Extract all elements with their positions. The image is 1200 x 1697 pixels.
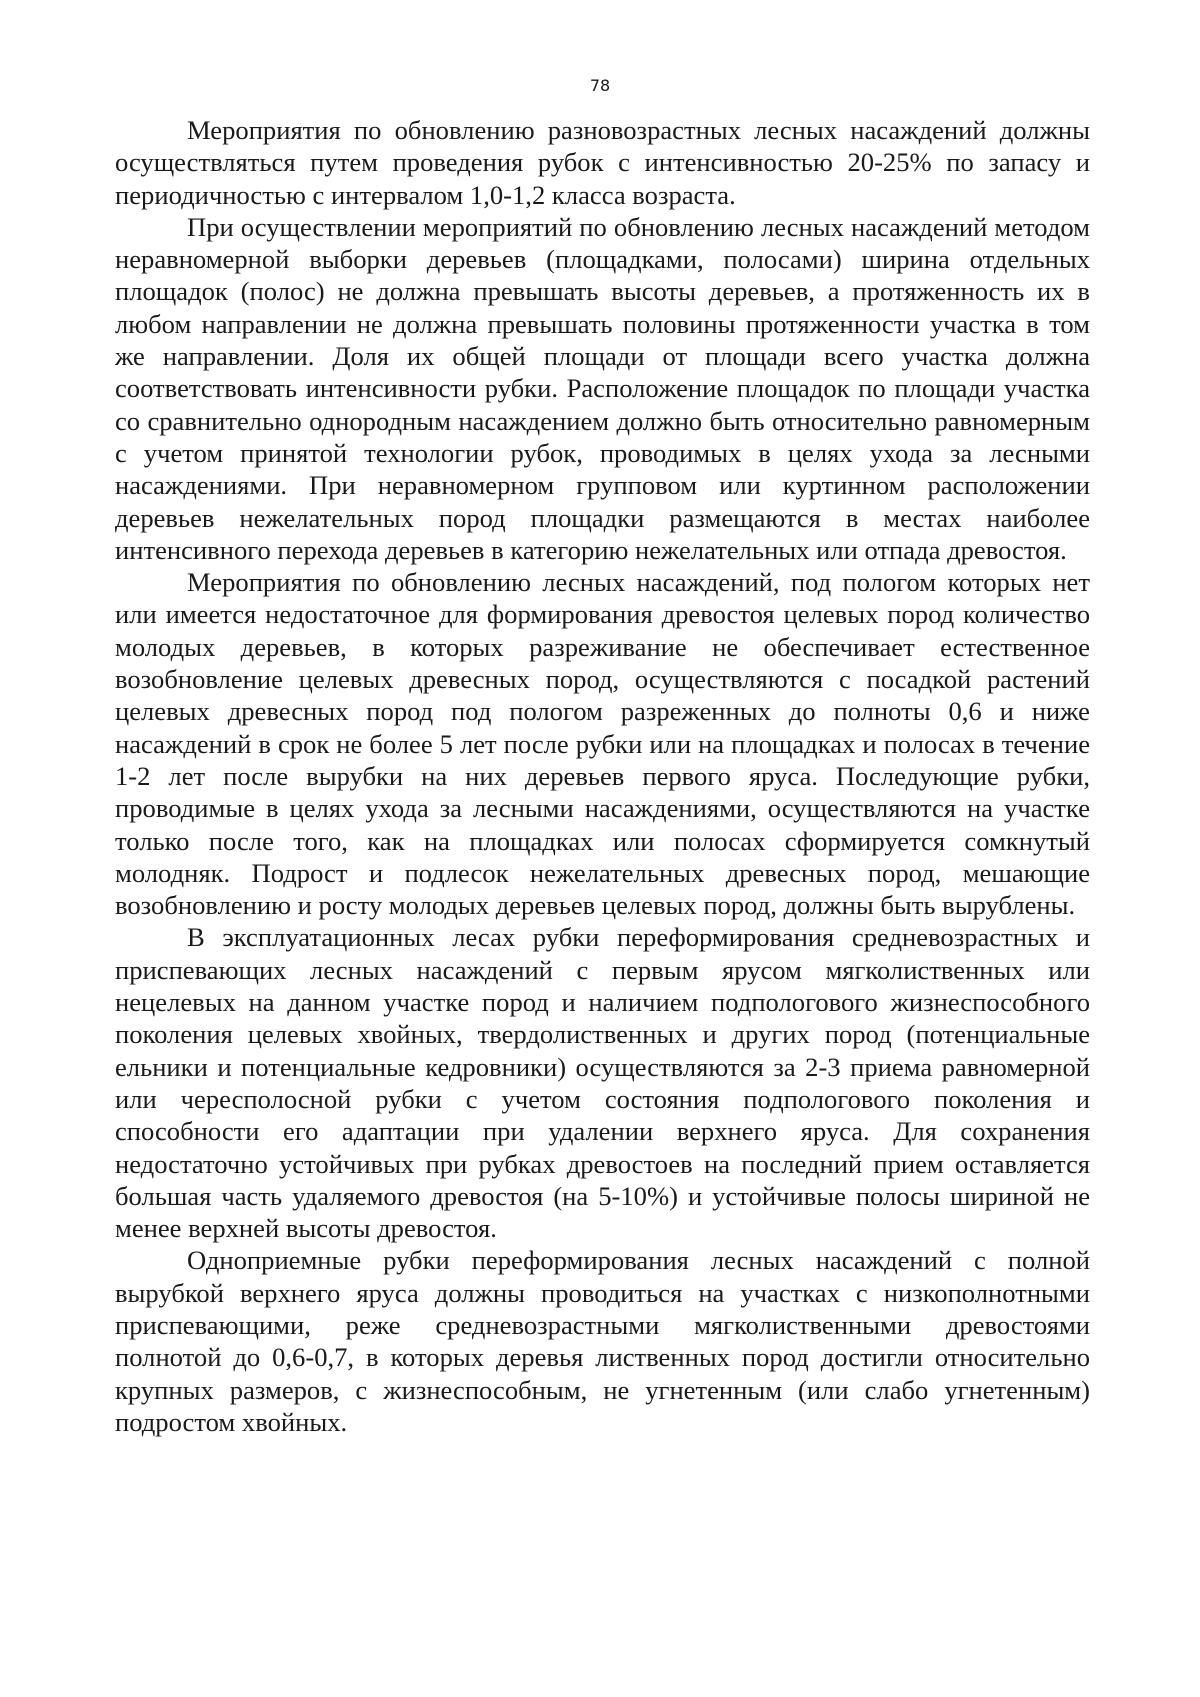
paragraph: Одноприемные рубки переформирования лесных насаждений с полной вырубкой верхнего яруса должны проводиться на участках с низкополнотными приспевающими, реже средневозрастными мягколиственными древостоями полнотой до 0,6-0,7, в которых деревья лиственных пород достигли относительно крупных размеров, с жизнеспособным, не угнетенным (или слабо угнетенным) подростом хвойных. — [115, 1245, 1090, 1437]
paragraph: Мероприятия по обновлению разновозрастных лесных насаждений должны осуществляться путем проведения рубок с интенсивностью 20-25% по запасу и периодичностью с интервалом 1,0-1,2 класса возраста. — [115, 115, 1090, 210]
paragraph: Мероприятия по обновлению лесных насаждений, под пологом которых нет или имеется недостаточное для формирования древостоя целевых пород количество молодых деревьев, в которых разреживание не обеспечивает естественное возобновление целевых древесных пород, осуществляются с посадкой растений целевых древесных пород под пологом разреженных до полноты 0,6 и ниже насаждений в срок не более 5 лет после рубки или на площадках и полосах в течение 1-2 лет после вырубки на них деревьев первого яруса. Последующие рубки, проводимые в целях ухода за лесными насаждениями, осуществляются на участке только после того, как на площадках или полосах сформируется сомкнутый молодняк. Подрост и подлесок нежелательных древесных пород, мешающие возобновлению и росту молодых деревьев целевых пород, должны быть вырублены. — [115, 567, 1090, 921]
paragraph: В эксплуатационных лесах рубки переформирования средневозрастных и приспевающих лесных насаждений с первым ярусом мягколиственных или нецелевых на данном участке пород и наличием подпологового жизнеспособного поколения целевых хвойных, твердолиственных и других пород (потенциальные ельники и потенциальные кедровники) осуществляются за 2-3 приема равномерной или чересполосной рубки с учетом состояния подпологового поколения и способности его адаптации при удалении верхнего яруса. Для сохранения недостаточно устойчивых при рубках древостоев на последний прием оставляется большая часть удаляемого древостоя (на 5-10%) и устойчивые полосы шириной не менее верхней высоты древостоя. — [115, 922, 1090, 1244]
body-text — [115, 114, 1090, 1438]
paragraph: При осуществлении мероприятий по обновлению лесных насаждений методом неравномерной выборки деревьев (площадками, полосами) ширина отдельных площадок (полос) не должна превышать высоты деревьев, а протяженность их в любом направлении не должна превышать половины протяженности участка в том же направлении. Доля их общей площади от площади всего участка должна соответствовать интенсивности рубки. Расположение площадок по площади участка со сравнительно однородным насаждением должно быть относительно равномерным с учетом принятой технологии рубок, проводимых в целях ухода за лесными насаждениями. При неравномерном групповом или куртинном расположении деревьев нежелательных пород площадки размещаются в местах наиболее интенсивного перехода деревьев в категорию нежелательных или отпада древостоя. — [115, 211, 1090, 565]
page-number: 78 — [589, 76, 611, 95]
